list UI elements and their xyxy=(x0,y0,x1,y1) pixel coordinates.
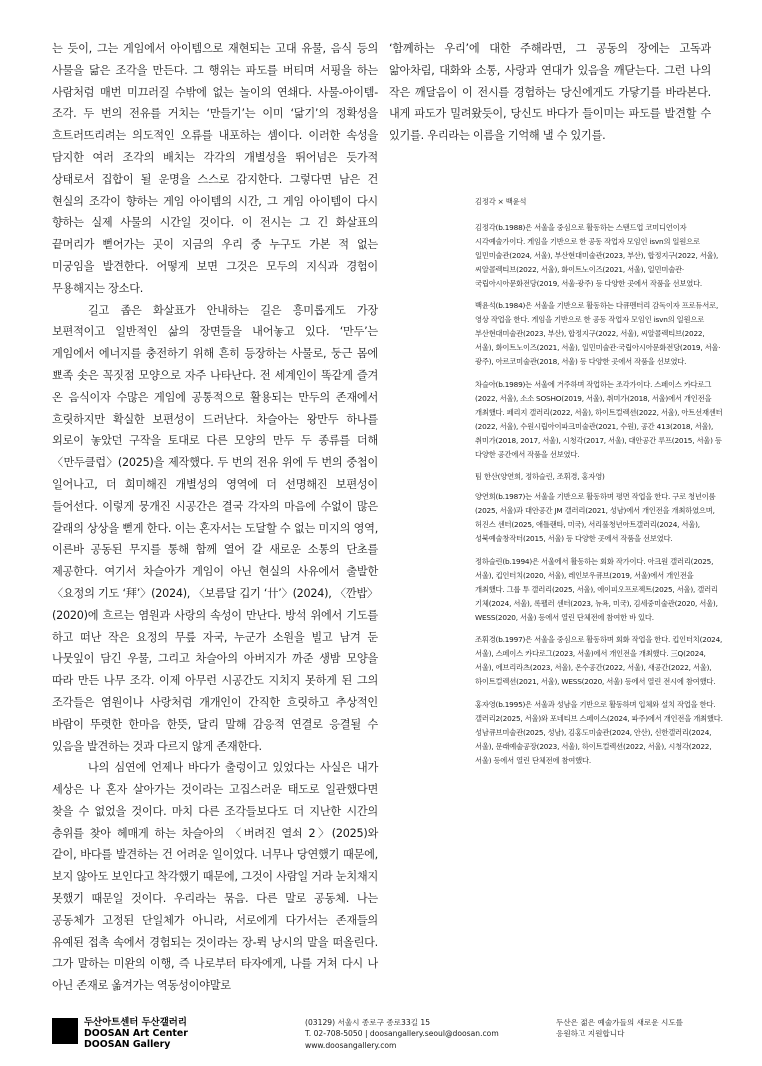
essay-paragraph: 나의 심연에 언제나 바다가 출렁이고 있었다는 사실은 내가 세상은 나 혼자 살아가는 것이라는 고집스러운 태도로 일관했다면 찾을 수 없었을 것이다. 마치 다른 조각들보다도 더 지난한 시간의 층위를 찾아 헤매게 하는 차슬아의 〈버려진 열쇠 2〉(2025)와 같이, 바다를 발견하는 건 어려운 일이었다. 너무나 당연했기 때문에, 보지 않아도 보인다고 착각했기 때문에, 그것이 사람일 거라 눈치채지 못했기 때문일 것이다. 우리라는 묶음. 다른 말로 공동체. 나는 공동체가 고정된 단일체가 아니라, 서로에게 다가서는 존재들의 유예된 접촉 속에서 경험되는 것이라는 장-뤽 낭시의 말을 떠올린다. 그가 말하는 미완의 이행, 즉 나로부터 타자에게, 나를 거쳐 다시 나 아닌 존재로 옮겨가는 역동성이야말로 xyxy=(52,761,378,993)
address-line: (03129) 서울시 종로구 종로33길 15 xyxy=(305,1018,431,1027)
artist-bio: 홍자영(b.1995)은 서울과 성남을 기반으로 활동하며 입체와 설치 작업을 한다. 갤러리2(2025, 서울)와 포네티브 스페이스(2024, 파주)에서 개인전을 개최했다. 성남큐브미술관(2025, 성남), 김홍도미술관(2024, 안산), 신한갤러리(2024, 서울), 문래예술공장(2023, 서울), 하이트컬렉션(2022, 서울), 시청각(2022, 서울) 등에서 열린 단체전에 참여했다. xyxy=(475,700,723,765)
artist-bio: 양연희(b.1987)는 서울을 기반으로 활동하며 평면 작업을 한다. 구로 청년이룸(2025, 서울)과 대안공간 JM 갤러리(2021, 성남)에서 개인전을 개최하였으며, 허진스 센터(2025, 애틀랜타, 미국), 서리풀청년아트갤러리(2024, 서울), 성북예술창작터(2015, 서울) 등 다양한 곳에서 작품을 선보였다. xyxy=(475,492,716,544)
artist-bios xyxy=(475,195,723,777)
artist-bio: 백윤석(b.1984)은 서울을 기반으로 활동하는 다큐멘터리 감독이자 프로듀서로, 영상 작업을 한다. 게임을 기반으로 한 공동 작업자 모임인 isvn의 일원으로 부산현대미술관(2023, 부산), 합정지구(2022, 서울), 씨알콜렉티브(2022, 서울), 화이트노이즈(2021, 서울), 일민미술관·국립아시아문화전당(2019, 서울·광주), 아르코미술관(2018, 서울) 등 다양한 곳에서 작품을 선보였다. xyxy=(475,301,721,367)
essay-paragraph: ‘함께하는 우리’에 대한 주해라면, 그 공동의 장에는 고독과 앎아차림, 대화와 소통, 사랑과 연대가 있음을 깨닫는다. 그런 나의 작은 깨달음이 이 전시를 경험하는 당신에게도 가닿기를 바라본다. 내게 파도가 밀려왔듯이, 당신도 바다가 들이미는 파도를 발견할 수 있기를. 우리라는 이름을 기억해 낼 수 있기를. xyxy=(389,42,711,143)
slogan-line: 두산은 젊은 예술가들의 새로운 시도를 xyxy=(556,1018,684,1027)
slogan-line: 응원하고 지원합니다 xyxy=(556,1029,625,1039)
artist-bio: 정하슬린(b.1994)은 서울에서 활동하는 회화 작가이다. 아크원 갤러리(2025, 서울), 킵인터치(2020, 서울), 레인보우큐브(2019, 서울)에서 개인전을 개최했다. 그룹 투 갤러리(2025, 서울), 에이피오프로젝트(2025, 서울), 갤러리 기체(2024, 서울), 록펠러 센터(2023, 뉴욕, 미국), 김세중미술관(2020, 서울), WESS(2020, 서울) 등에서 열린 단체전에 참여한 바 있다. xyxy=(475,556,718,622)
essay-paragraph: 는 듯이, 그는 게임에서 아이템으로 재현되는 고대 유물, 음식 등의 사물을 닮은 조각을 만든다. 그 행위는 파도를 버티며 서핑을 하는 사람처럼 매번 미끄러질 수밖에 없는 놀이의 연쇄다. 사물-아이템-조각. 두 번의 전유를 거치는 ‘만들기’는 이미 ‘닮기’의 정확성을 흐트러뜨리려는 의도적인 오류를 내포하는 셈이다. 이러한 속성을 담지한 여러 조각의 배치는 각각의 개별성을 뛰어넘은 듯가적 상태로서 집합이 될 운명을 스스로 감지한다. 그렇다면 남은 건 현실의 조각이 향하는 게임 아이템의 시간, 그 게임 아이템이 다시 향하는 실제 사물의 시간일 것이다. 이 전시는 그 긴 화살표의 끝머리가 뻗어가는 곳이 지금의 우리 중 누구도 가본 적 없는 미궁임을 발견한다. 어떻게 보면 그것은 모두의 지식과 경험이 무용해지는 장소다. xyxy=(52,42,378,295)
contact-line[interactable]: T. 02-708-5050 | doosangallery.seoul@doosan.com xyxy=(305,1029,499,1039)
bio-heading: 김정각 × 백윤석 xyxy=(475,197,527,206)
artist-bio: 차슬아(b.1989)는 서울에 거주하며 작업하는 조각가이다. 스페이스 카다로그(2022, 서울), 소소 SOSHO(2019, 서울), 취미가(2018, 서울)에서 개인전을 개최했다. 페리지 갤러리(2022, 서울), 하이트컬렉션(2022, 서울), 아트선재센터(2022, 서울), 수원시립아이파크미술관(2021, 수원), 공간 413(2018, 서울), 취미가(2018, 2017, 서울), 시청각(2017, 서울), 대안공간 루프(2015, 서울) 등 다양한 공간에서 작품을 선보였다. xyxy=(475,379,723,459)
logo-square-icon xyxy=(52,1018,78,1044)
main-essay-left-column xyxy=(52,38,378,997)
footer-address xyxy=(305,1017,499,1051)
doosan-gallery-logo xyxy=(52,1017,188,1050)
main-essay-right-column xyxy=(389,38,711,147)
footer-slogan xyxy=(556,1017,683,1040)
logo-line: DOOSAN Gallery xyxy=(84,1039,171,1050)
essay-paragraph: 길고 좁은 화살표가 안내하는 길은 흥미롭게도 가장 보편적이고 일반적인 삶의 장면들을 내어놓고 있다. ‘만두’는 게임에서 에너지를 충전하기 위해 흔히 등장하는 사물로, 둥근 몸에 뾰족 솟은 꼭짓점 모양으로 자주 나타난다. 전 세계인이 똑같게 즐겨 온 음식이자 수많은 게임에 공통적으로 활용되는 만두의 존재에서 흐릿하지만 확실한 보편성이 드러난다. 차슬아는 왕만두 하나를 외로이 놓았던 구작을 토대로 다른 모양의 만두 두 종류를 더해 〈만두클럽〉(2025)을 제작했다. 두 번의 전유 위에 두 번의 중첩이 일어나고, 더 희미해진 개별성의 영역에 더 선명해진 보편성이 들어선다. 이렇게 뭉개진 시공간은 결국 각자의 마음에 수없이 많은 갈래의 상상을 뻗게 한다. 이는 혼자서는 도달할 수 없는 미지의 영역, 이른바 공동된 무지를 통해 함께 열어 갈 새로운 소통의 단초를 제공한다. 여기서 차슬아가 게임이 아닌 현실의 사유에서 출발한 〈요정의 기도 ‘拜’〉(2024), 〈보름달 깁기 ‘卄’〉(2024), 〈깐밥〉(2020)에 흐르는 염원과 사랑의 속성이 만난다. 방석 위에서 기도를 하고 떠난 작은 요정의 무릎 자국, 누군가 소원을 빌고 남겨 둔 나뭇잎이 담긴 우물, 그리고 차슬아의 아버지가 까준 생밤 모양을 따라 만든 나무 조각. 이제 아무런 시공간도 지치지 못하게 된 그의 조각들은 염원이나 사랑처럼 개개인이 간직한 흐릿하고 추상적인 바람이 뚜렷한 한마음 한뜻, 달리 말해 감응적 연결로 응결될 수 있음을 발견하는 것과 다르지 않게 존재한다. xyxy=(52,303,378,753)
artist-bio: 조휘경(b.1997)은 서울을 중심으로 활동하며 회화 작업을 한다. 킵인터치(2024, 서울), 스페이스 카다로그(2023, 서울)에서 개인전을 개최했다. 三Q(2024, 서울), 에브리라츠(2023, 서울), 온수공간(2022, 서울), 새공간(2022, 서울), 하이트컬렉션(2021, 서울), WESS(2020, 서울) 등에서 열린 전시에 참여했다. xyxy=(475,635,723,687)
website-link[interactable]: www.doosangallery.com xyxy=(305,1040,397,1050)
logo-line: DOOSAN Art Center xyxy=(84,1028,188,1039)
logo-line: 두산아트센터 두산갤러리 xyxy=(84,1017,187,1028)
artist-bio: 김정각(b.1988)은 서울을 중심으로 활동하는 스탠드업 코미디언이자 시각예술가이다. 게임을 기반으로 한 공동 작업자 모임인 isvn의 일원으로 일민미술관(2024, 서울), 부산현대미술관(2023, 부산), 합정지구(2022, 서울), 씨알콜렉티브(2022, 서울), 화이트노이즈(2021, 서울), 일민미술관·국립아시아문화전당(2019, 서울·광주) 등 다양한 곳에서 작품을 선보였다. xyxy=(475,222,719,288)
logo-text xyxy=(84,1017,188,1050)
team-title: 팀 한산(양연희, 정하슬린, 조휘경, 홍자영) xyxy=(475,472,605,482)
